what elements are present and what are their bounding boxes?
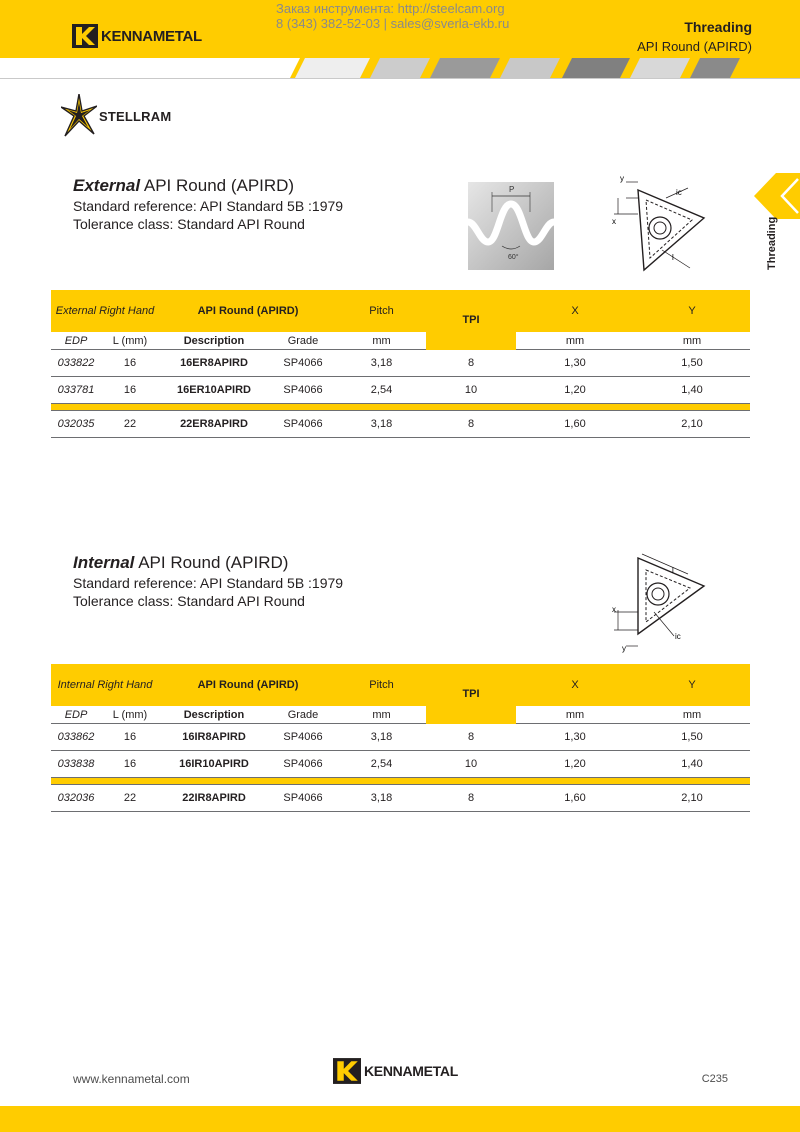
side-tab-marker: [754, 173, 800, 219]
cell-l: 22: [123, 418, 137, 430]
internal-header-tpi: TPI: [462, 688, 480, 700]
internal-unit-grade: Grade: [287, 708, 319, 721]
cell-pitch: 2,54: [370, 384, 393, 396]
internal-header-name: API Round (APIRD): [197, 679, 299, 691]
photo-label-angle: 60°: [508, 254, 519, 261]
kennametal-logo[interactable]: [72, 24, 202, 48]
external-unit-row-left: [51, 332, 426, 350]
group-separator: [51, 404, 750, 411]
cell-description: 16ER8APIRD: [180, 357, 248, 369]
external-diagram-label-x: x: [612, 217, 616, 226]
internal-unit-x: mm: [565, 708, 585, 721]
internal-diagram-label-ic: ic: [675, 632, 681, 641]
cell-edp: 033822: [57, 357, 95, 369]
cell-grade: SP4066: [283, 731, 323, 743]
cell-x: 1,60: [564, 418, 586, 430]
external-unit-grade: Grade: [287, 334, 319, 347]
photo-label-p: P: [509, 185, 515, 194]
internal-section-title: [73, 553, 288, 573]
cell-l: 16: [123, 384, 137, 396]
internal-header-hand: Internal Right Hand: [57, 679, 153, 691]
internal-standard-reference: Standard reference: API Standard 5B :1979: [73, 575, 344, 591]
cell-tpi: 10: [464, 758, 478, 770]
internal-title-italic: Internal: [73, 553, 135, 572]
internal-unit-row-left: [51, 706, 426, 724]
page-subtitle: API Round (APIRD): [637, 39, 752, 54]
external-table: [51, 290, 750, 438]
internal-diagram-label-l: l: [672, 566, 674, 575]
cell-x: 1,20: [564, 758, 586, 770]
cell-tpi: 8: [467, 731, 475, 743]
external-unit-y: mm: [682, 334, 702, 347]
table-row: [51, 377, 750, 404]
external-insert-diagram: [606, 172, 716, 272]
external-unit-l: L (mm): [112, 334, 148, 347]
page-title: Threading: [684, 19, 752, 35]
external-header-hand: External Right Hand: [55, 305, 155, 317]
stellram-star-icon: [61, 94, 97, 138]
external-unit-description: Description: [183, 334, 245, 347]
cell-y: 2,10: [681, 418, 703, 430]
cell-pitch: 3,18: [370, 418, 393, 430]
external-header-pitch: Pitch: [369, 305, 394, 317]
internal-header-pitch: Pitch: [369, 679, 394, 691]
cell-description: 22IR8APIRD: [182, 792, 246, 804]
internal-unit-l: L (mm): [112, 708, 148, 721]
watermark-line-1: Заказ инструмента: http://steelcam.org: [276, 1, 505, 16]
header-stripe-band: [0, 58, 800, 78]
cell-grade: SP4066: [283, 357, 323, 369]
cell-y: 1,50: [681, 731, 703, 743]
external-title-rest: API Round (APIRD): [140, 176, 295, 195]
external-header-name: API Round (APIRD): [197, 305, 299, 317]
side-tab-label: Threading: [766, 216, 778, 270]
external-unit-pitch: mm: [372, 334, 391, 347]
cell-y: 1,40: [681, 758, 703, 770]
footer-website-link[interactable]: www.kennametal.com: [73, 1072, 190, 1086]
external-diagram-label-y: y: [620, 174, 624, 183]
internal-header-x: X: [571, 679, 579, 691]
internal-tolerance-class: Tolerance class: Standard API Round: [73, 593, 305, 609]
external-header-tpi: TPI: [462, 314, 480, 326]
table-row: [51, 751, 750, 778]
stripe-pattern: [0, 58, 800, 78]
cell-edp: 032035: [57, 418, 95, 430]
table-row: [51, 350, 750, 377]
cell-pitch: 2,54: [370, 758, 393, 770]
cell-x: 1,30: [564, 357, 586, 369]
internal-unit-edp: EDP: [64, 708, 88, 721]
thread-profile-image: [468, 182, 554, 270]
cell-pitch: 3,18: [370, 731, 393, 743]
header-rule: [0, 78, 800, 79]
cell-y: 1,50: [681, 357, 703, 369]
stellram-wordmark: STELLRAM: [99, 108, 172, 124]
external-title-italic: External: [73, 176, 141, 195]
cell-grade: SP4066: [283, 384, 323, 396]
cell-l: 16: [123, 758, 137, 770]
external-unit-x: mm: [565, 334, 585, 347]
cell-l: 16: [123, 357, 137, 369]
cell-description: 16ER10APIRD: [177, 384, 251, 396]
external-tolerance-class: Tolerance class: Standard API Round: [73, 216, 305, 232]
table-row: [51, 724, 750, 751]
cell-edp: 033781: [57, 384, 95, 396]
external-section-title: [73, 176, 294, 196]
cell-description: 22ER8APIRD: [180, 418, 248, 430]
footer-band: [0, 1106, 800, 1132]
internal-diagram-label-x: x: [612, 605, 616, 614]
cell-pitch: 3,18: [370, 792, 393, 804]
external-unit-edp: EDP: [64, 334, 88, 347]
external-diagram-label-ic: ic: [676, 188, 682, 197]
cell-edp: 033838: [57, 758, 95, 770]
table-row: [51, 411, 750, 438]
page-number: C235: [701, 1073, 728, 1085]
cell-tpi: 8: [467, 792, 475, 804]
internal-unit-row-right: [516, 706, 750, 724]
cell-y: 2,10: [681, 792, 703, 804]
internal-unit-y: mm: [682, 708, 702, 721]
cell-x: 1,60: [564, 792, 586, 804]
cell-l: 16: [123, 731, 137, 743]
table-row: [51, 785, 750, 812]
internal-diagram-label-y: y: [622, 644, 626, 653]
cell-grade: SP4066: [283, 758, 323, 770]
cell-tpi: 8: [467, 418, 475, 430]
cell-edp: 032036: [57, 792, 95, 804]
external-unit-row-right: [516, 332, 750, 350]
footer-kennametal-k-icon: [333, 1058, 361, 1084]
cell-edp: 033862: [57, 731, 95, 743]
cell-tpi: 10: [464, 384, 478, 396]
group-separator: [51, 778, 750, 785]
external-diagram-label-l: l: [672, 253, 674, 262]
internal-table: [51, 664, 750, 812]
cell-l: 22: [123, 792, 137, 804]
kennametal-k-icon: [72, 24, 98, 48]
cell-grade: SP4066: [283, 792, 323, 804]
cell-description: 16IR10APIRD: [179, 758, 249, 770]
external-header-y: Y: [688, 305, 696, 317]
watermark-line-2: 8 (343) 382-52-03 | sales@sverla-ekb.ru: [276, 16, 510, 31]
cell-x: 1,30: [564, 731, 586, 743]
cell-x: 1,20: [564, 384, 586, 396]
internal-table-header: [51, 664, 750, 724]
footer-kennametal-logo: [333, 1058, 458, 1084]
order-watermark: [276, 1, 536, 31]
external-header-x: X: [571, 305, 579, 317]
internal-header-y: Y: [688, 679, 696, 691]
cell-pitch: 3,18: [370, 357, 393, 369]
kennametal-wordmark: KENNAMETAL: [101, 27, 202, 45]
footer-kennametal-wordmark: KENNAMETAL: [364, 1063, 458, 1079]
stellram-logo: [61, 94, 171, 138]
cell-tpi: 8: [467, 357, 475, 369]
cell-y: 1,40: [681, 384, 703, 396]
external-table-header: [51, 290, 750, 350]
cell-description: 16IR8APIRD: [182, 731, 246, 743]
cell-grade: SP4066: [283, 418, 323, 430]
external-standard-reference: Standard reference: API Standard 5B :1979: [73, 198, 344, 214]
internal-unit-pitch: mm: [372, 708, 391, 721]
internal-unit-description: Description: [183, 708, 245, 721]
internal-insert-diagram: [606, 550, 716, 654]
internal-title-rest: API Round (APIRD): [134, 553, 289, 572]
